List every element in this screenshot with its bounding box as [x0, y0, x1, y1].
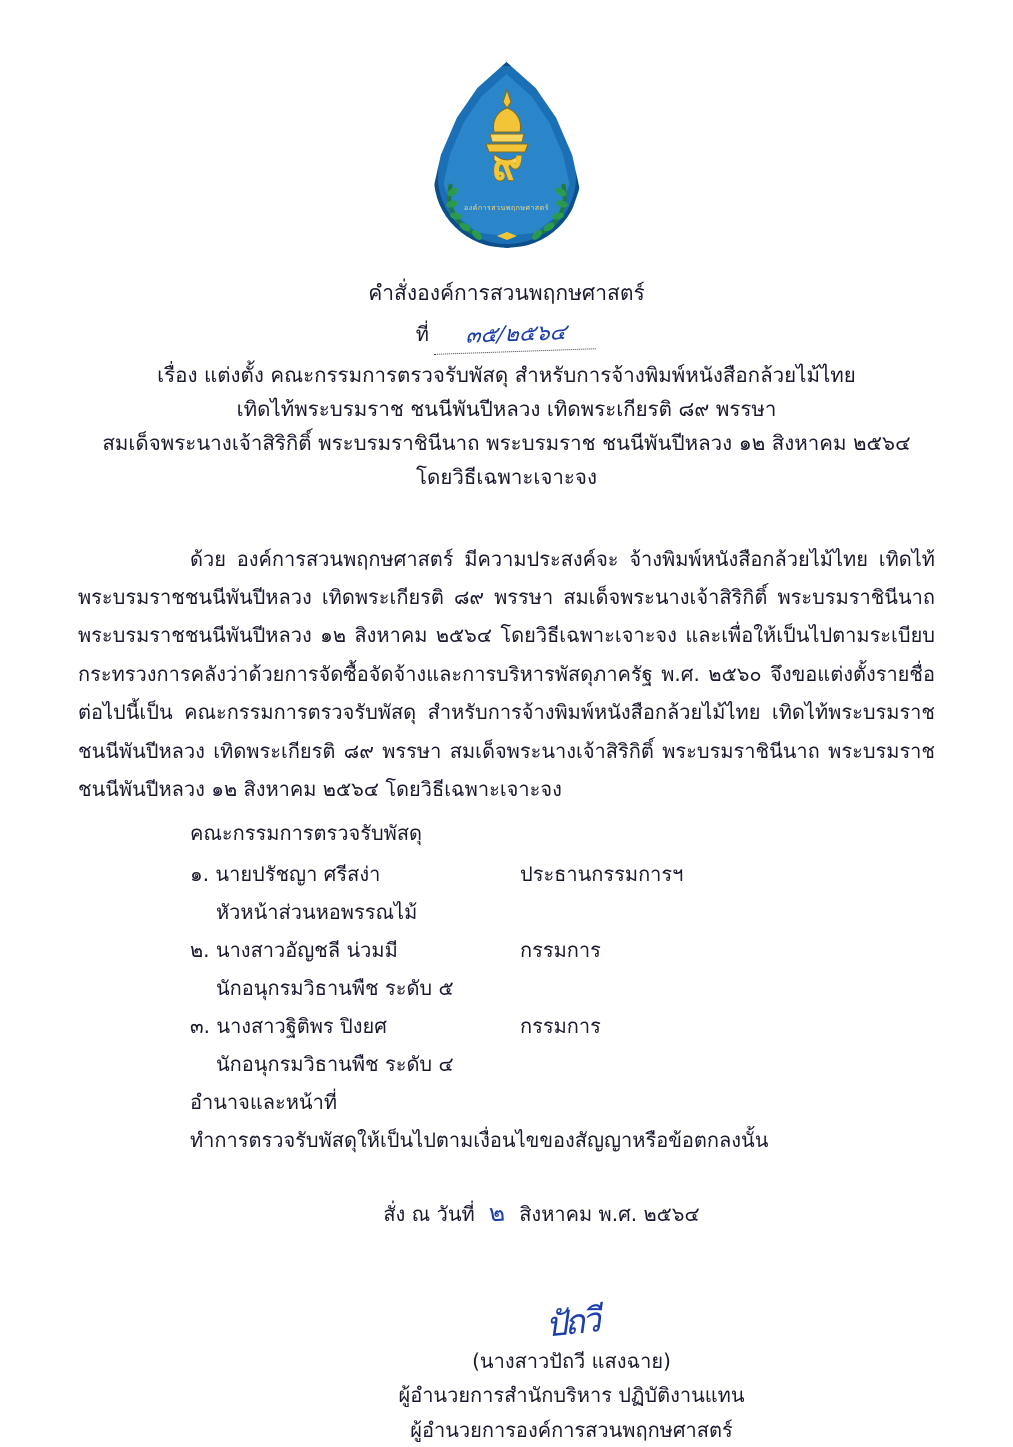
body-paragraph-block [78, 540, 935, 809]
signature-block [78, 1294, 935, 1447]
order-date-day: ๒ [488, 1198, 506, 1228]
list-item [78, 931, 935, 969]
subject-block [78, 358, 935, 494]
subject-line-4: โดยวิธีเฉพาะเจาะจง [416, 464, 597, 489]
member-position-1: หัวหน้าส่วนหอพรรณไม้ [216, 899, 418, 924]
duty-text: ทำการตรวจรับพัสดุให้เป็นไปตามเงื่อนไขของสัญญาหรือข้อตกลงนั้น [190, 1127, 769, 1152]
committee-heading: คณะกรรมการตรวจรับพัสดุ [190, 821, 423, 846]
body-paragraph: ด้วย องค์การสวนพฤกษศาสตร์ มีความประสงค์จะ จ้างพิมพ์หนังสือกล้วยไม้ไทย เทิดไท้พระบรมราชชนนีพันปีหลวง เทิดพระเกียรติ ๘๙ พรรษา สมเด็จพระนางเจ้าสิริกิติ์ พระบรมราชินีนาถ พระบรมราชชนนีพันปีหลวง ๑๒ สิงหาคม ๒๕๖๔ โดยวิธีเฉพาะเจาะจง และเพื่อให้เป็นไปตามระเบียบกระทรวงการคลังว่าด้วยการจัดซื้อจัดจ้างและการบริหารพัสดุภาครัฐ พ.ศ. ๒๕๖๐ จึงขอแต่งตั้งรายชื่อต่อไปนี้เป็น คณะกรรมการตรวจรับพัสดุ สำหรับการจ้างพิมพ์หนังสือกล้วยไม้ไทย เทิดไท้พระบรมราชชนนีพันปีหลวง เทิดพระเกียรติ ๘๙ พรรษา สมเด็จพระนางเจ้าสิริกิติ์ พระบรมราชินีนาถ พระบรมราชชนนีพันปีหลวง ๑๒ สิงหาคม ๒๕๖๔ โดยวิธีเฉพาะเจาะจง [78, 546, 935, 801]
member-fullname-2: นางสาวอัญชลี น่วมมี [215, 937, 398, 962]
member-name-1 [190, 855, 520, 893]
member-position-2: นักอนุกรมวิธานพืช ระดับ ๕ [216, 975, 454, 1000]
member-fullname-3: นางสาวฐิติพร ปิงยศ [216, 1013, 387, 1038]
seal-caption: องค์การสวนพฤกษศาสตร์ [464, 204, 549, 212]
organization-seal-icon [434, 62, 580, 248]
order-number-line [78, 316, 935, 350]
member-role-2: กรรมการ [520, 937, 601, 962]
order-date-line [78, 1193, 935, 1232]
committee-list [78, 855, 935, 1083]
order-number-value: ๓๕/๒๕๖๔ [434, 313, 598, 355]
subject-line-1: เรื่อง แต่งตั้ง คณะกรรมการตรวจรับพัสดุ สำหรับการจ้างพิมพ์หนังสือกล้วยไม้ไทย [157, 362, 856, 387]
order-date-suffix: สิงหาคม พ.ศ. ๒๕๖๔ [519, 1201, 700, 1226]
duty-heading: อำนาจและหน้าที่ [190, 1089, 338, 1114]
list-item [78, 1007, 935, 1045]
member-number-1: ๑. [190, 861, 210, 886]
royal-monogram: ๙ [492, 140, 521, 189]
order-date-prefix: สั่ง ณ วันที่ [383, 1201, 475, 1226]
signer-title-line1: ผู้อำนวยการสำนักบริหาร ปฏิบัติงานแทน [398, 1383, 745, 1408]
member-role-1: ประธานกรรมการฯ [520, 861, 684, 886]
member-number-3: ๓. [190, 1013, 211, 1038]
document-title: คำสั่งองค์การสวนพฤกษศาสตร์ [368, 281, 645, 305]
signer-title-line2: ผู้อำนวยการองค์การสวนพฤกษศาสตร์ [410, 1417, 733, 1442]
subject-line-2: เทิดไท้พระบรมราช ชนนีพันปีหลวง เทิดพระเกียรติ ๘๙ พรรษา [236, 396, 777, 421]
order-number-label: ที่ [415, 321, 429, 346]
emblem-container [78, 0, 935, 248]
subject-line-3: สมเด็จพระนางเจ้าสิริกิติ์ พระบรมราชินีนาถ พระบรมราช ชนนีพันปีหลวง ๑๒ สิงหาคม ๒๕๖๔ [102, 430, 911, 455]
list-item [78, 855, 935, 893]
member-name-2 [190, 931, 520, 969]
signature-icon: ปัถวี [544, 1300, 601, 1346]
member-position-3: นักอนุกรมวิธานพืช ระดับ ๔ [216, 1051, 454, 1076]
member-fullname-1: นายปรัชญา ศรีสง่า [215, 861, 381, 886]
member-name-3 [190, 1007, 520, 1045]
member-role-3: กรรมการ [520, 1013, 601, 1038]
member-number-2: ๒. [190, 937, 210, 962]
signer-name: (นางสาวปัถวี แสงฉาย) [472, 1349, 671, 1374]
